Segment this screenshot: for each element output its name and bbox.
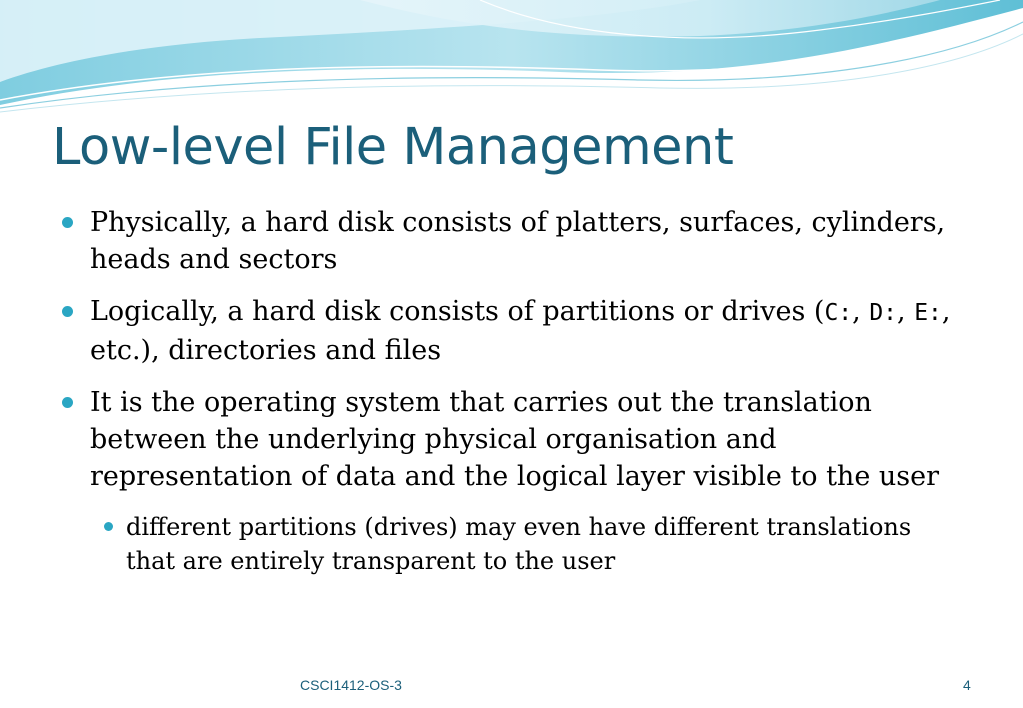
header-wave-decoration [0,0,1023,115]
bullet-dot-icon [62,397,73,408]
footer-title: CSCI1412-OS-3 [300,677,402,693]
bullet-list [60,204,960,578]
sub-bullet-item [98,510,960,578]
drive-d-code: D: [869,300,898,326]
bullet-text-suffix: , etc.), directories and files [90,296,951,366]
separator: , [897,296,915,327]
bullet-dot-icon [62,306,73,317]
sub-bullet-text: different partitions (drives) may even have different translations that are entirely transparent to the user [126,513,912,575]
drive-c-code: C: [824,300,853,326]
bullet-item [60,293,960,369]
bullet-text: It is the operating system that carries out the translation between the underlying physical organisation and representation of data and the logical layer visible to the user [90,387,940,492]
page-number: 4 [963,677,971,693]
sub-bullet-dot-icon [104,522,113,531]
drive-e-code: E: [914,300,942,326]
bullet-item [60,204,960,278]
bullet-dot-icon [62,217,73,228]
separator: , [852,296,870,327]
bullet-text: Physically, a hard disk consists of platters, surfaces, cylinders, heads and sectors [90,207,946,275]
bullet-item [60,384,960,495]
slide-title: Low-level File Management [52,118,734,177]
bullet-text-prefix: Logically, a hard disk consists of partitions or drives ( [90,296,825,327]
